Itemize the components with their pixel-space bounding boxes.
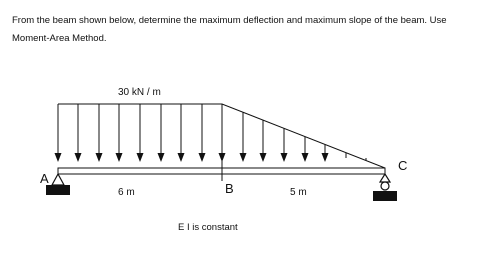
problem-statement: From the beam shown below, determine the maximum deflection and maximum slope of the beam. Use Moment-Area Method. (12, 15, 447, 44)
load-arrow-head (158, 153, 165, 162)
ei-constant-note: E I is constant (178, 222, 238, 233)
roller-support-c (373, 174, 397, 201)
load-arrow-head (137, 153, 144, 162)
load-label: 30 kN / m (118, 87, 161, 98)
pin-support-a (46, 174, 70, 195)
load-arrow-head (96, 153, 103, 162)
roller-support-wheel (381, 182, 389, 190)
pin-support-base (46, 185, 70, 195)
point-b-label: B (225, 181, 234, 196)
span-ab-label: 6 m (118, 187, 135, 198)
load-arrow-head (240, 153, 247, 162)
load-arrow-head (55, 153, 62, 162)
load-arrow-head (281, 153, 288, 162)
load-arrow-head (178, 153, 185, 162)
pin-support-triangle (52, 174, 64, 185)
load-arrow-head (116, 153, 123, 162)
roller-support-triangle (380, 174, 390, 182)
support-a-label: A (40, 171, 49, 186)
load-arrow-head (199, 153, 206, 162)
roller-support-base (373, 191, 397, 201)
load-arrows (55, 104, 367, 162)
span-bc-label: 5 m (290, 187, 307, 198)
load-arrow-head (75, 153, 82, 162)
load-arrow-head (260, 153, 267, 162)
support-c-label: C (398, 158, 408, 173)
load-arrow-head (322, 153, 329, 162)
load-arrow-head (302, 153, 309, 162)
